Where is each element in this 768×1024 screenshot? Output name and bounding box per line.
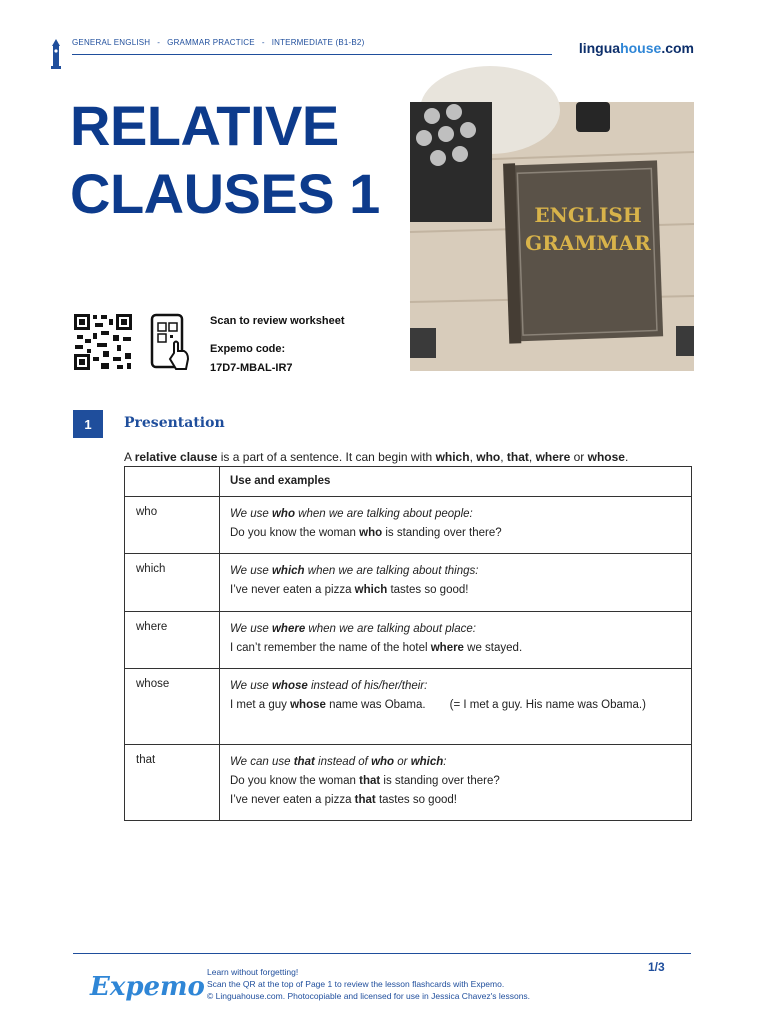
pronoun-cell: that	[125, 745, 220, 821]
title-line: RELATIVE	[70, 94, 339, 157]
usage-note: (= I met a guy. His name was Obama.)	[449, 699, 646, 711]
header-divider	[72, 54, 552, 55]
table-header-row	[125, 467, 692, 497]
book-title-line: GRAMMAR	[525, 231, 651, 255]
hero-image	[410, 102, 694, 371]
footer-instructions: Scan the QR at the top of Page 1 to review the lesson flashcards with Expemo.	[207, 979, 505, 989]
pronoun-cell: which	[125, 554, 220, 612]
footer-info	[207, 966, 530, 1002]
footer-copyright: © Linguahouse.com. Photocopiable and licensed for use in Jessica Chavez's lessons.	[207, 991, 531, 1001]
breadcrumb-item[interactable]: GRAMMAR PRACTICE	[167, 38, 255, 47]
usage-rule: We use whose instead of his/her/their:	[230, 680, 428, 692]
page-header	[50, 36, 698, 60]
table-row	[125, 612, 692, 669]
expemo-code: 17D7-MBAL-IR7	[210, 362, 293, 374]
qr-code-icon[interactable]	[73, 313, 133, 371]
usage-example: I can’t remember the name of the hotel where we stayed.	[230, 642, 523, 654]
breadcrumb: GENERAL ENGLISH - GRAMMAR PRACTICE - INTERMEDIATE (B1-B2)	[72, 38, 365, 47]
pronoun-cell: whose	[125, 669, 220, 745]
usage-rule: We use who when we are talking about people:	[230, 508, 473, 520]
book-title-line: ENGLISH	[534, 203, 642, 227]
svg-text:Expemo: Expemo	[90, 972, 205, 1002]
grammar-book-illustration	[410, 102, 694, 371]
pronoun-cell: where	[125, 612, 220, 669]
table-row	[125, 745, 692, 821]
relative-pronoun-table	[124, 466, 692, 821]
breadcrumb-item[interactable]: GENERAL ENGLISH	[72, 38, 151, 47]
usage-rule: We can use that instead of who or which:	[230, 756, 447, 768]
table-header-cell	[125, 467, 220, 497]
brand-logo[interactable]: linguahouse.com	[578, 40, 694, 56]
usage-cell	[220, 669, 692, 745]
table-header-cell: Use and examples	[220, 467, 692, 497]
usage-example: Do you know the woman that is standing over there?	[230, 775, 500, 787]
expemo-code-label: Expemo code:	[210, 343, 286, 355]
usage-example: I’ve never eaten a pizza which tastes so good!	[230, 584, 469, 596]
usage-cell	[220, 612, 692, 669]
expemo-logo[interactable]	[88, 963, 205, 1007]
usage-cell	[220, 745, 692, 821]
table-row	[125, 669, 692, 745]
usage-example: Do you know the woman who is standing over there?	[230, 527, 502, 539]
usage-example: I’ve never eaten a pizza that tastes so good!	[230, 794, 457, 806]
scan-info	[210, 312, 345, 378]
intro-text: A relative clause is a part of a sentence. It can begin with which, who, that, where or whose.	[124, 450, 629, 464]
page-number: 1/3	[648, 960, 665, 974]
usage-example: I met a guy whose name was Obama. (= I met a guy. His name was Obama.)	[230, 699, 646, 711]
table-row	[125, 554, 692, 612]
usage-rule: We use where when we are talking about place:	[230, 623, 476, 635]
footer-divider	[73, 953, 691, 954]
table-row	[125, 497, 692, 554]
footer-tagline: Learn without forgetting!	[207, 967, 299, 977]
page-title	[70, 92, 380, 228]
usage-cell	[220, 497, 692, 554]
scan-label: Scan to review worksheet	[210, 315, 345, 327]
usage-cell	[220, 554, 692, 612]
usage-rule: We use which when we are talking about things:	[230, 565, 479, 577]
pronoun-cell: who	[125, 497, 220, 554]
phone-scan-icon	[150, 313, 192, 371]
title-line: CLAUSES 1	[70, 162, 380, 225]
big-ben-icon	[50, 38, 62, 72]
section-number-badge: 1	[73, 410, 103, 438]
section-title: Presentation	[124, 415, 225, 431]
breadcrumb-item[interactable]: INTERMEDIATE (B1-B2)	[271, 38, 365, 47]
